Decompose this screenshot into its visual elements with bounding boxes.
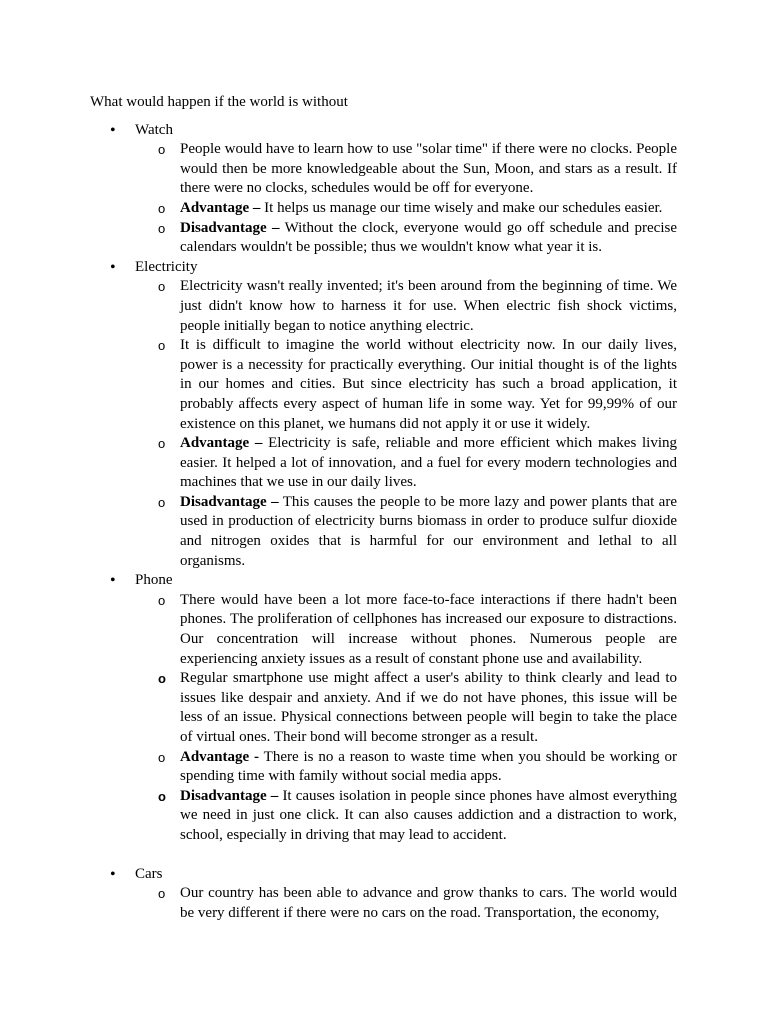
point-text: It is difficult to imagine the world without electricity now. In our daily lives, power is a necessity for practically everything. Our initial thought is of the lights in our homes and cities. But since electricity has such a broad application, it probably affects every aspect of human life in some way. Yet for 99,99% of our existence on this planet, we humans did not apply it or use it widely. bbox=[180, 337, 677, 432]
list-item bbox=[135, 140, 677, 199]
point-text: Our country has been able to advance and grow thanks to cars. The world would be very different if there were no cars on the road. Transportation, the economy, bbox=[180, 885, 677, 921]
point-text: Regular smartphone use might affect a user's ability to think clearly and lead to issues like despair and anxiety. And if we do not have phones, this issue will be less of an issue. Physical connections between people will begin to take the place of virtual ones. Their bond will become stronger as a result. bbox=[180, 670, 677, 745]
point-lead: Disadvantage – bbox=[180, 493, 279, 510]
topic-list bbox=[90, 121, 677, 924]
bullet-icon: • bbox=[110, 865, 116, 883]
sub-bullet-icon: o bbox=[158, 671, 166, 687]
point-lead: Disadvantage – bbox=[180, 219, 280, 236]
sub-bullet-icon: o bbox=[158, 220, 166, 236]
list-item bbox=[135, 669, 677, 747]
topic-watch bbox=[90, 121, 677, 258]
list-item bbox=[135, 336, 677, 434]
topic-label: Phone bbox=[135, 572, 173, 589]
point-text: It causes isolation in people since phones have almost everything we need in just one click. It can also causes addiction and a distraction to work, school, especially in driving that may lead to accident. bbox=[180, 787, 677, 843]
point-text: Electricity wasn't really invented; it's been around from the beginning of time. We just didn't know how to harness it for use. When electric fish shock victims, people initially began to notice anything electric. bbox=[180, 278, 677, 334]
point-lead: Advantage – bbox=[180, 435, 263, 452]
sub-bullet-icon: o bbox=[158, 279, 166, 295]
point-lead: Advantage – bbox=[180, 199, 261, 216]
sub-bullet-icon: o bbox=[158, 142, 166, 158]
topic-label: Electricity bbox=[135, 258, 198, 275]
list-item bbox=[135, 591, 677, 669]
sub-bullet-icon: o bbox=[158, 200, 166, 216]
point-lead: Disadvantage – bbox=[180, 787, 279, 804]
point-text: There would have been a lot more face-to-face interactions if there hadn't been phones. The proliferation of cellphones has increased our exposure to distractions. Our concentration will increase without phones. Numerous people are experiencing anxiety issues as a result of constant phone use and availability. bbox=[180, 591, 677, 667]
list-item bbox=[135, 277, 677, 336]
bullet-icon: • bbox=[110, 258, 116, 276]
sub-bullet-icon: o bbox=[158, 338, 166, 354]
point-text: This causes the people to be more lazy and power plants that are used in production of electricity burns biomass in order to produce sulfur dioxide and nitrogen oxides that is harmful for our environment and lethal to all organisms. bbox=[180, 493, 677, 569]
point-lead: Advantage - bbox=[180, 748, 260, 765]
sub-bullet-icon: o bbox=[158, 749, 166, 765]
point-list bbox=[135, 277, 677, 571]
list-item bbox=[135, 493, 677, 571]
list-item bbox=[135, 748, 677, 787]
document-heading: What would happen if the world is without bbox=[90, 94, 348, 110]
point-text: People would have to learn how to use "solar time" if there were no clocks. People would then be more knowledgeable about the Sun, Moon, and stars as a result. If there were no clocks, schedules would be off for everyone. bbox=[180, 141, 677, 197]
point-text: Without the clock, everyone would go off schedule and precise calendars wouldn't be possible; thus we wouldn't know what year it is. bbox=[180, 219, 677, 256]
list-item bbox=[135, 434, 677, 493]
topic-phone bbox=[90, 571, 677, 845]
point-text: There is no a reason to waste time when you should be working or spending time with family without social media apps. bbox=[180, 748, 677, 785]
list-item bbox=[135, 787, 677, 846]
list-item bbox=[135, 884, 677, 923]
point-text: Electricity is safe, reliable and more efficient which makes living easier. It helped a lot of innovation, and a fuel for every modern technologies and machines that we use in our daily lives. bbox=[180, 435, 678, 491]
sub-bullet-icon: o bbox=[158, 886, 166, 902]
list-item bbox=[135, 219, 677, 258]
topic-electricity bbox=[90, 258, 677, 572]
topic-label: Cars bbox=[135, 865, 163, 882]
document-page bbox=[90, 93, 677, 923]
sub-bullet-icon: o bbox=[158, 436, 166, 452]
topic-cars bbox=[90, 865, 677, 924]
sub-bullet-icon: o bbox=[158, 494, 166, 510]
sub-bullet-icon: o bbox=[158, 592, 166, 608]
list-item bbox=[135, 199, 677, 219]
point-list bbox=[135, 591, 677, 846]
point-list bbox=[135, 884, 677, 923]
bullet-icon: • bbox=[110, 572, 116, 590]
point-list bbox=[135, 140, 677, 258]
point-text: It helps us manage our time wisely and make our schedules easier. bbox=[260, 199, 663, 216]
topic-label: Watch bbox=[135, 121, 173, 138]
sub-bullet-icon: o bbox=[158, 788, 166, 804]
bullet-icon: • bbox=[110, 121, 116, 139]
